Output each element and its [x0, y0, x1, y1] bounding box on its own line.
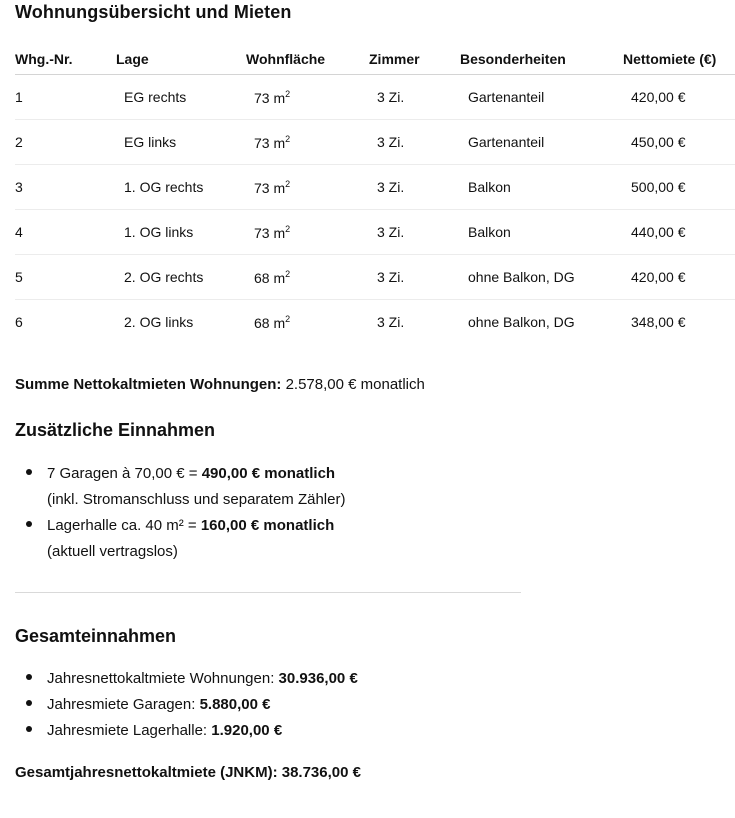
cell-lage: 1. OG links [116, 210, 246, 255]
list-item [15, 692, 358, 718]
cell-besonderheiten: Gartenanteil [460, 75, 623, 120]
cell-zimmer: 3 Zi. [369, 120, 460, 165]
total-income-heading: Gesamteinnahmen [15, 626, 177, 646]
cell-besonderheiten: Gartenanteil [460, 120, 623, 165]
cell-nr: 1 [15, 75, 116, 120]
cell-zimmer: 3 Zi. [369, 75, 460, 120]
list-item [15, 461, 345, 513]
additional-income-list [15, 461, 345, 565]
cell-nettomiete: 348,00 € [631, 314, 686, 330]
col-header-wohnflaeche: Wohnfläche [246, 44, 369, 75]
area-value: 73 m [254, 89, 286, 106]
area-unit-exponent: 2 [285, 223, 291, 234]
page-title: Wohnungsübersicht und Mieten [15, 2, 292, 22]
cell-zimmer: 3 Zi. [377, 314, 405, 330]
cell-lage: 2. OG links [124, 314, 194, 330]
bullet-icon [26, 674, 32, 680]
cell-zimmer: 3 Zi. [369, 165, 460, 210]
final-label: Gesamtjahresnettokaltmiete (JNKM): [15, 764, 282, 781]
final-value: 38.736,00 € [281, 764, 361, 781]
apartment-table [15, 44, 735, 344]
cell-lage: EG rechts [116, 75, 246, 120]
area-value: 68 m [254, 314, 286, 331]
rent-sum-value: 2.578,00 € monatlich [281, 376, 425, 393]
area-unit-exponent: 2 [285, 268, 291, 279]
section-divider [15, 592, 521, 593]
item-value: 1.920,00 € [211, 722, 283, 739]
area-value: 73 m [254, 179, 286, 196]
list-item [15, 666, 358, 692]
cell-lage: EG links [116, 120, 246, 165]
area-value: 68 m [254, 269, 286, 286]
bullet-icon [26, 469, 32, 475]
table-row [15, 300, 735, 345]
cell-besonderheiten: Balkon [460, 165, 623, 210]
item-note: (inkl. Stromanschluss und separatem Zähler) [47, 491, 346, 508]
table-row [15, 255, 735, 300]
item-label: Jahresmiete Lagerhalle: [47, 722, 212, 739]
cell-wohnflaeche [246, 210, 369, 255]
additional-income-heading: Zusätzliche Einnahmen [15, 420, 216, 440]
cell-nr: 2 [15, 120, 116, 165]
total-income-list [15, 666, 358, 744]
area-unit-exponent: 2 [285, 88, 291, 99]
cell-nr: 6 [15, 314, 23, 330]
area-value: 73 m [254, 224, 286, 241]
cell-wohnflaeche [246, 75, 369, 120]
table-row [15, 75, 735, 120]
rent-sum-line [15, 376, 425, 393]
cell-lage: 2. OG rechts [116, 255, 246, 300]
item-value: 30.936,00 € [278, 670, 358, 687]
cell-besonderheiten: ohne Balkon, DG [468, 314, 575, 330]
item-note: (aktuell vertragslos) [47, 543, 178, 560]
col-header-nettomiete: Nettomiete (€) [623, 44, 735, 75]
area-value: 73 m [254, 134, 286, 151]
item-text: Lagerhalle ca. 40 m² = [47, 517, 201, 534]
cell-nr: 3 [15, 165, 116, 210]
cell-nettomiete: 500,00 € [623, 165, 735, 210]
cell-nettomiete: 440,00 € [623, 210, 735, 255]
bullet-icon [26, 700, 32, 706]
cell-zimmer: 3 Zi. [369, 255, 460, 300]
cell-nettomiete: 450,00 € [623, 120, 735, 165]
cell-lage: 1. OG rechts [116, 165, 246, 210]
table-row [15, 120, 735, 165]
cell-nettomiete: 420,00 € [623, 75, 735, 120]
col-header-zimmer: Zimmer [369, 44, 460, 75]
list-item [15, 513, 345, 565]
cell-wohnflaeche [246, 165, 369, 210]
item-label: Jahresnettokaltmiete Wohnungen: [47, 670, 279, 687]
cell-nr: 5 [15, 255, 116, 300]
col-header-lage: Lage [116, 44, 246, 75]
area-unit-exponent: 2 [285, 178, 291, 189]
cell-nettomiete: 420,00 € [623, 255, 735, 300]
cell-zimmer: 3 Zi. [369, 210, 460, 255]
item-value: 5.880,00 € [199, 696, 271, 713]
item-amount: 490,00 € monatlich [201, 465, 336, 482]
rent-sum-label: Summe Nettokaltmieten Wohnungen: [15, 376, 282, 393]
area-unit-exponent: 2 [285, 313, 291, 324]
item-amount: 160,00 € monatlich [200, 517, 335, 534]
cell-wohnflaeche [246, 120, 369, 165]
table-header-row [15, 44, 735, 75]
table-row [15, 210, 735, 255]
cell-wohnflaeche [246, 300, 369, 345]
annual-net-rent-total [15, 764, 361, 781]
cell-nr: 4 [15, 210, 116, 255]
cell-wohnflaeche [246, 255, 369, 300]
bullet-icon [26, 521, 32, 527]
area-unit-exponent: 2 [285, 133, 291, 144]
table-row [15, 165, 735, 210]
col-header-nr: Whg.-Nr. [15, 44, 116, 75]
item-label: Jahresmiete Garagen: [47, 696, 200, 713]
item-text: 7 Garagen à 70,00 € = [47, 465, 202, 482]
cell-besonderheiten: Balkon [460, 210, 623, 255]
bullet-icon [26, 726, 32, 732]
list-item [15, 718, 358, 744]
cell-besonderheiten: ohne Balkon, DG [460, 255, 623, 300]
col-header-besonderheiten: Besonderheiten [460, 44, 623, 75]
